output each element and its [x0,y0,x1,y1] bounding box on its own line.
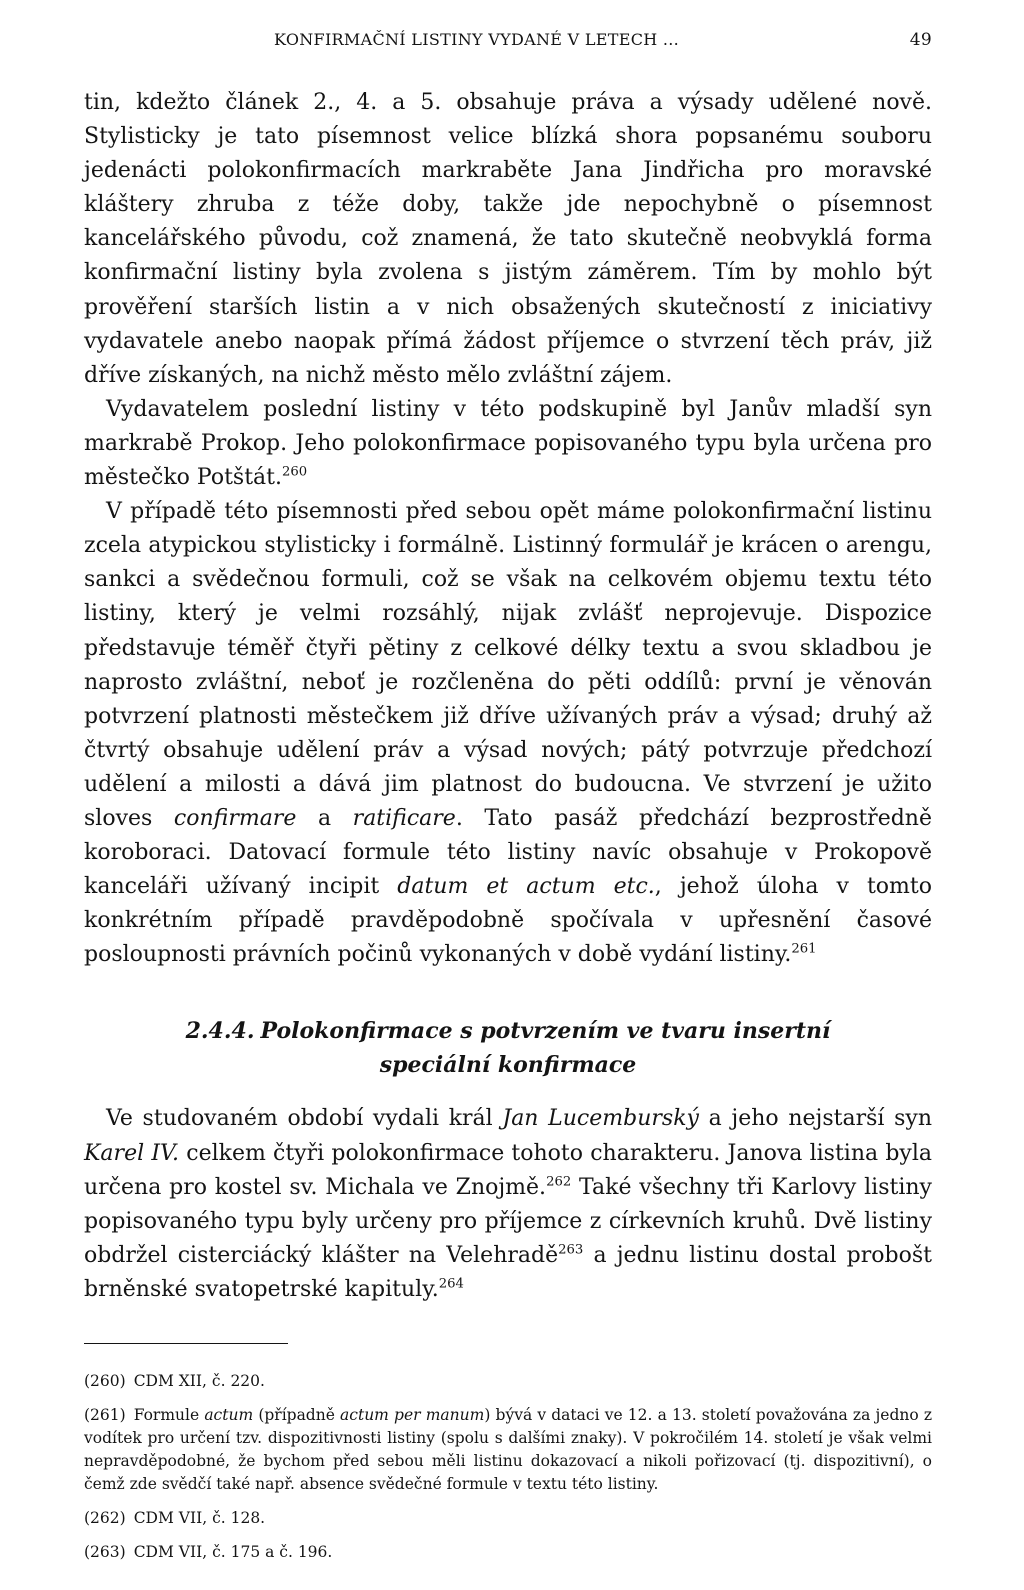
paragraph-4-text: Také všechny tři Karlovy listiny popisovaného typu byly určeny pro příjemce z církevních kruhů. Dvě listiny obdržel cisterciácký klášter na Velehradě [84,1174,932,1268]
page-number: 49 [909,30,932,50]
paragraph-3-text: . Tato pasáž předchází bezprostředně koroboraci. Datovací formule této listiny navíc obsahuje v Prokopově kanceláři užívaný incipit [84,805,932,900]
footnote-text: ) bývá v dataci ve 12. a 13. století považována za jedno z vodítek pro určení tzv. dispozitivnosti listiny (spolu s dalšími znaky). V pokročilém 14. století je však velmi nepravděpodobné, že bychom před sebou měli listinu dokazovací a nikoli pořizovací (tj. dispozitivní), o čemž zde svědčí také např. absence svědečné formule v textu této listiny. [84,1406,933,1493]
section-heading [84,1014,932,1082]
latin-term-actum-per-manum: actum per manum [340,1406,485,1424]
person-name-karel: Karel IV. [84,1140,180,1166]
footnote-ref-260[interactable]: 260 [282,464,308,480]
footnotes [84,1370,932,1564]
footnote-number: (263) [84,1543,126,1561]
latin-term-ratificare: ratificare [352,805,456,831]
section-title: Polokonfirmace s potvrzením ve tvaru insertní [260,1018,831,1045]
section-heading-line-1 [84,1014,932,1048]
book-page [84,30,932,1575]
paragraph-3-text: a [296,805,353,831]
paragraph-4-text: Ve studovaném období vydali král [106,1106,503,1132]
running-title: KONFIRMAČNÍ LISTINY VYDANÉ V LETECH ... [274,30,680,49]
footnote-number: (261) [84,1406,126,1424]
paragraph-4 [84,1102,932,1307]
paragraph-1 [84,86,932,393]
footnote-ref-261[interactable]: 261 [791,942,817,958]
paragraph-3-text: , jehož úloha v tomto konkrétním případě pravděpodobně spočívala v upřesnění časové posloupnosti právních počinů vykonaných v době vydání listiny. [84,874,932,968]
paragraph-3-text: V případě této písemnosti před sebou opět máme polokonfirmační listinu zcela atypickou stylisticky i formálně. Listinný formulář je krácen o arengu, sankci a svědečnou formuli, což se však na celkovém objemu textu této listiny, který je velmi rozsáhlý, nijak zvlášť neprojevuje. Dispozice představuje téměř čtyři pětiny z celkové délky textu a svou skladbou je naprosto zvláštní, neboť je rozčleněna do pěti oddílů: první je věnován potvrzení platnosti městečkem již dříve užívaných práv a výsad; druhý až čtvrtý obsahuje udělení práv a výsad nových; pátý potvrzuje předchozí udělení a milosti a dává jim platnost do budoucna. Ve stvrzení je užito sloves [84,499,932,831]
footnote-260 [84,1370,932,1393]
section-number: 2.4.4. [185,1018,255,1045]
paragraph-4-text: celkem čtyři polokonfirmace tohoto charakteru. Janova listina byla určena pro kostel sv. Michala ve Znojmě. [84,1140,932,1200]
footnote-262 [84,1507,932,1530]
footnote-number: (260) [84,1372,126,1390]
footnote-261 [84,1404,932,1496]
section-heading-line-2: speciální konfirmace [379,1052,637,1079]
footnote-number: (262) [84,1509,126,1527]
footnote-text: (případně [253,1406,341,1424]
latin-term-actum: actum [204,1406,254,1424]
paragraph-1-text: tin, kdežto článek 2., 4. a 5. obsahuje práva a výsady udělené nově. Stylisticky je tato písemnost velice blízká shora popsanému souboru jedenácti polokonfirmacích markraběte Jana Jindřicha pro moravské kláštery zhruba z téže doby, takže jde nepochybně o písemnost kancelářského původu, což znamená, že tato skutečně neobvyklá forma konfirmační listiny byla zvolena s jistým záměrem. Tím by mohlo být prověření starších listin a v nich obsažených skutečností z iniciativy vydavatele anebo naopak přímá žádost příjemce o stvrzení těch práv, již dříve získaných, na nichž město mělo zvláštní zájem. [84,90,932,388]
paragraph-2-text: Vydavatelem poslední listiny v této podskupině byl Janův mladší syn markrabě Prokop. Jeho polokonfirmace popisovaného typu byla určena pro městečko Potštát. [84,396,932,491]
footnote-ref-264[interactable]: 264 [438,1276,464,1292]
footnote-263 [84,1541,932,1564]
latin-term-datum-et-actum: datum et actum etc. [397,874,655,900]
running-header [84,30,932,50]
person-name-jan: Jan Lucemburský [502,1106,699,1132]
paragraph-2 [84,393,932,495]
footnote-text: CDM XII, č. 220. [133,1372,265,1390]
footnote-text: CDM VII, č. 175 a č. 196. [133,1543,333,1561]
paragraph-4-text: a jeho nejstarší syn [698,1106,932,1132]
footnote-text: Formule [133,1406,205,1424]
footnote-ref-262[interactable]: 262 [546,1174,572,1190]
paragraph-4-text: a jednu listinu dostal probošt brněnské svatopetrské kapituly. [84,1242,932,1302]
latin-term-confirmare: confirmare [173,805,297,831]
footnote-text: CDM VII, č. 128. [133,1509,266,1527]
paragraph-3 [84,495,932,972]
footnote-divider [84,1343,288,1344]
footnote-ref-263[interactable]: 263 [558,1242,584,1258]
body-text [84,86,932,1307]
